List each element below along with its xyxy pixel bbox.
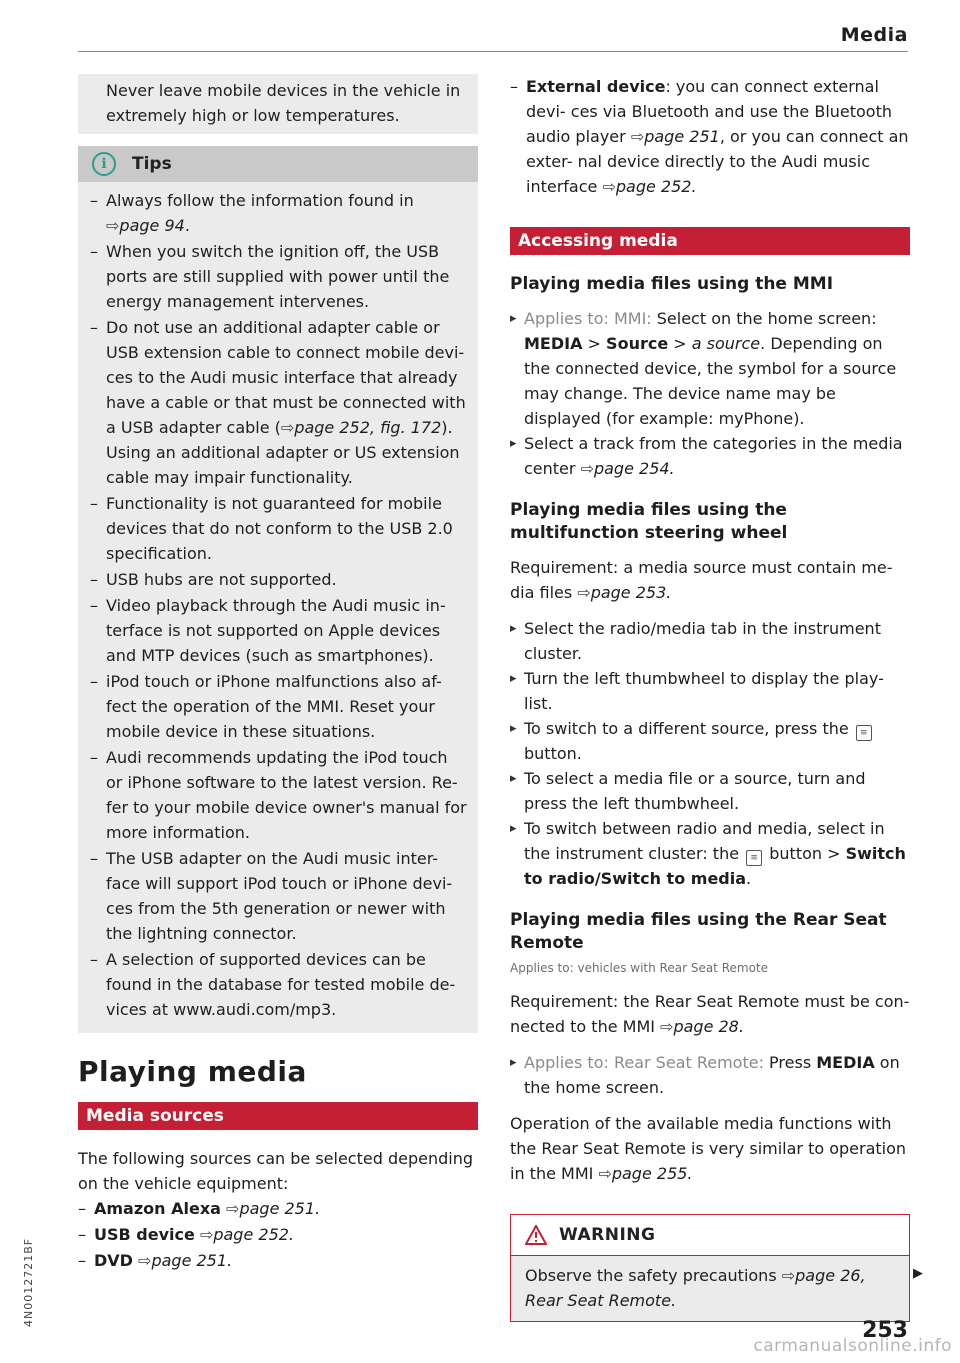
source-item: – Amazon Alexa ⇨page 251. [78,1196,478,1221]
tip-item: – Always follow the information found in ⇨page 94. [90,188,468,238]
step-item: ▸ To select a media file or a source, turn and press the left thumbwheel. [510,766,910,816]
requirement-text: Requirement: the Rear Seat Remote must be con- nected to the MMI ⇨page 28. [510,992,910,1036]
tips-label: Tips [132,154,172,174]
tip-item: – iPod touch or iPhone malfunctions also af- fect the operation of the MMI. Reset your mobile device in these situations. [90,669,468,744]
tip-item: – Do not use an additional adapter cable or USB extension cable to connect mobile devi- ces to the Audi music interface that already have a cable or that must be connected with a USB adapter cable (⇨page 252, fig. 172). Using an additional adapter or US extension cable may impair functionality. [90,315,468,490]
tip-item: – Audi recommends updating the iPod touch or iPhone software to the latest version. Re- fer to your mobile device owner's manual for more information. [90,745,468,845]
warning-box [510,1214,910,1322]
document-code: 4N0012721BF [22,1237,35,1327]
step-item: ▸ Applies to: Rear Seat Remote: Press MEDIA on the home screen. [510,1050,910,1100]
tip-item: – USB hubs are not supported. [90,567,468,592]
tips-list [78,182,478,1033]
right-column [510,74,910,1322]
warning-text: Observe the safety precautions ⇨page 26, Rear Seat Remote. [511,1256,909,1321]
subheading-mmi: Playing media files using the MMI [510,274,834,294]
step-item: ▸ Select a track from the categories in the media center ⇨page 254. [510,431,910,481]
tip-item: – The USB adapter on the Audi music inter- face will support iPod touch or iPhone devi- ces from the 5th generation or newer with the lightning connector. [90,846,468,946]
menu-button-icon: ≡ [746,850,762,866]
operation-text: Operation of the available media functions with the Rear Seat Remote is very similar to operation in the MMI ⇨page 255. [510,1114,907,1183]
continue-arrow-icon: ▶ [913,1266,923,1281]
section-title: Media [840,24,908,46]
menu-button-icon: ≡ [856,725,872,741]
warning-triangle-icon [525,1225,547,1245]
step-item: ▸ To switch to a different source, press the ≡ button. [510,716,910,766]
tip-item: – When you switch the ignition off, the USB ports are still supplied with power until the energy management intervenes. [90,239,468,314]
section-heading-media-sources: Media sources [78,1102,478,1130]
tip-item: – A selection of supported devices can be found in the database for tested mobile de- vices at www.audi.com/mp3. [90,947,468,1022]
source-item-external: – External device: you can connect external devi- ces via Bluetooth and use the Bluetooth audio player ⇨page 251, or you can connect an exter- nal device directly to the Audi music interface ⇨page 252. [510,74,910,199]
watermark: carmanualsonline.info [753,1336,952,1356]
chapter-title: Playing media [78,1055,307,1088]
step-item: ▸ Applies to: MMI: Select on the home screen: MEDIA > Source > a source. Depending on the connected device, the symbol for a source may change. The device name may be displayed (for example: myPhone). [510,306,910,431]
source-item: – DVD ⇨page 251. [78,1248,478,1273]
step-item: ▸ Turn the left thumbwheel to display the play- list. [510,666,910,716]
tip-item: – Video playback through the Audi music in- terface is not supported on Apple devices and MTP devices (such as smartphones). [90,593,468,668]
step-item: ▸ Select the radio/media tab in the instrument cluster. [510,616,910,666]
step-item: ▸ To switch between radio and media, select in the instrument cluster: the ≡ button > Switch to radio/Switch to media. [510,816,910,891]
warning-label: WARNING [559,1225,656,1245]
source-item: – USB device ⇨page 252. [78,1222,478,1247]
header-rule [78,51,908,52]
tips-header [78,146,478,182]
requirement-text: Requirement: a media source must contain me- dia files ⇨page 253. [510,558,893,602]
subheading-steering-wheel: Playing media files using the multifunction steering wheel [510,500,788,543]
info-icon: i [92,152,116,176]
page-number: 253 [862,1318,908,1343]
note-top: Never leave mobile devices in the vehicle in extremely high or low temperatures. [78,74,478,134]
left-column [78,74,478,1274]
tip-item: – Functionality is not guaranteed for mobile devices that do not conform to the USB 2.0 specification. [90,491,468,566]
intro-text: The following sources can be selected depending on the vehicle equipment: [78,1149,473,1193]
subheading-rear-seat-remote: Playing media files using the Rear Seat Remote [510,910,887,953]
section-heading-accessing-media: Accessing media [510,227,910,255]
applies-note: Applies to: vehicles with Rear Seat Remote [510,961,768,975]
warning-header [511,1215,909,1256]
